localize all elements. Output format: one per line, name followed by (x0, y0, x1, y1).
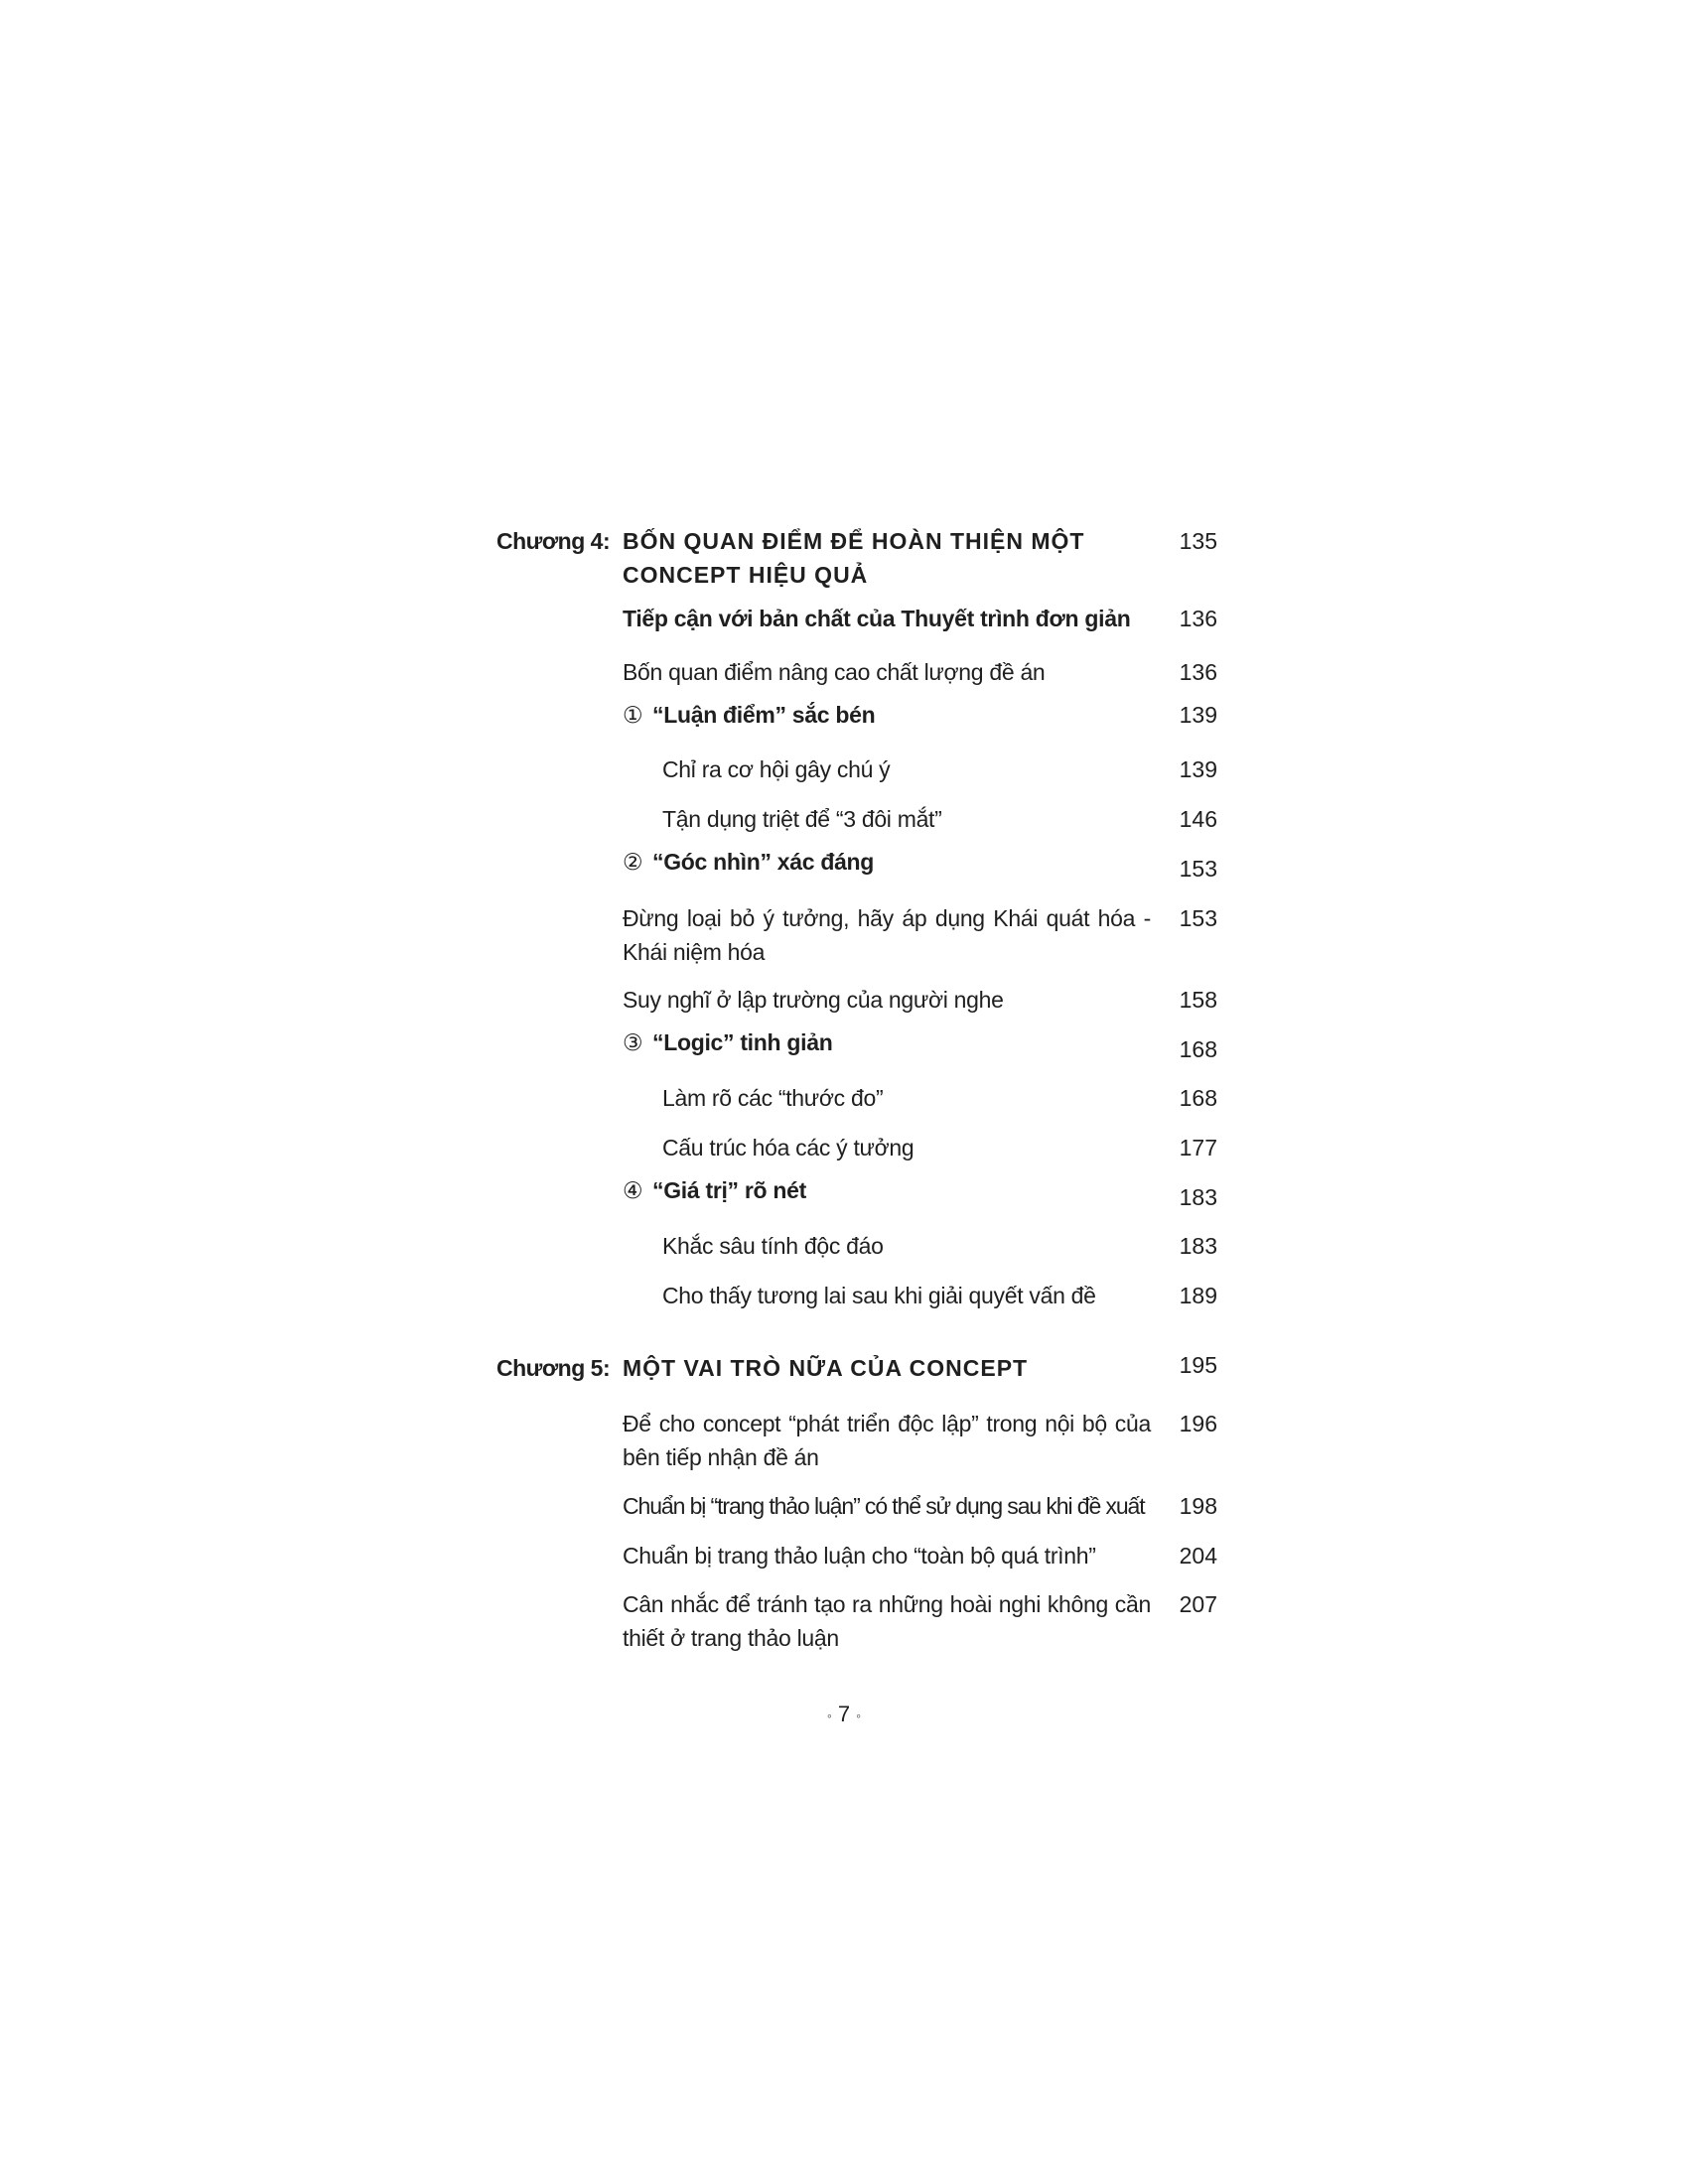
footer-ornament-right: ◦ (856, 1707, 862, 1724)
entry-text: Cân nhắc để tránh tạo ra những hoài nghi không cần thiết ở trang thảo luận (623, 1591, 1151, 1651)
entry-text: Cấu trúc hóa các ý tưởng (662, 1135, 914, 1160)
page-number: 158 (1179, 987, 1217, 1013)
section-entry (623, 1173, 1151, 1207)
page-number: 168 (1179, 1036, 1217, 1062)
entry-text: Cho thấy tương lai sau khi giải quyết vấn đề (662, 1283, 1096, 1308)
page-number: 146 (1179, 806, 1217, 832)
page-number: 196 (1179, 1411, 1217, 1436)
page-number: 189 (1179, 1283, 1217, 1308)
page-number: 198 (1179, 1493, 1217, 1519)
page-number: 153 (1179, 905, 1217, 931)
section-entry (623, 1025, 1151, 1059)
page-number: 195 (1179, 1352, 1217, 1378)
chapter-label: Chương 5: (496, 1355, 611, 1381)
page-number: 204 (1179, 1543, 1217, 1569)
entry-text: Bốn quan điểm nâng cao chất lượng đề án (623, 659, 1046, 685)
page-number: 139 (1179, 702, 1217, 728)
entry-text: Đừng loại bỏ ý tưởng, hãy áp dụng Khái quát hóa - Khái niệm hóa (623, 905, 1151, 965)
chapter-label: Chương 4: (496, 528, 611, 554)
chapter-title: BỐN QUAN ĐIỂM ĐỂ HOÀN THIỆN MỘT CONCEPT HIỆU QUẢ (623, 528, 1085, 588)
page-number: 136 (1179, 659, 1217, 685)
page-number: 207 (1179, 1591, 1217, 1617)
entry-text: Chuẩn bị trang thảo luận cho “toàn bộ quá trình” (623, 1543, 1096, 1569)
page-number: 168 (1179, 1085, 1217, 1111)
entry-text: Chỉ ra cơ hội gây chú ý (662, 756, 891, 782)
page-number: 153 (1179, 856, 1217, 882)
page-number: 136 (1179, 606, 1217, 631)
page-number: 183 (1179, 1184, 1217, 1210)
circled-number-marker: ② (623, 849, 643, 875)
page-number: 177 (1179, 1135, 1217, 1160)
entry-text: Khắc sâu tính độc đáo (662, 1233, 884, 1259)
section-entry (623, 845, 1151, 879)
circled-number-marker: ① (623, 702, 643, 728)
page-footer (0, 1700, 1688, 1730)
chapter-title: MỘT VAI TRÒ NỮA CỦA CONCEPT (623, 1355, 1029, 1381)
circled-number-marker: ④ (623, 1177, 643, 1203)
entry-text: “Logic” tinh giản (652, 1029, 833, 1055)
footer-ornament-left: ◦ (826, 1707, 832, 1724)
footer-page-number: 7 (837, 1702, 851, 1726)
page-number: 135 (1179, 528, 1217, 554)
circled-number-marker: ③ (623, 1029, 643, 1055)
entry-text: Tận dụng triệt để “3 đôi mắt” (662, 806, 942, 832)
entry-text: Suy nghĩ ở lập trường của người nghe (623, 987, 1004, 1013)
page-number: 139 (1179, 756, 1217, 782)
entry-text: “Luận điểm” sắc bén (652, 702, 876, 728)
page-number: 183 (1179, 1233, 1217, 1259)
section-entry (623, 698, 1151, 732)
entry-text: “Góc nhìn” xác đáng (652, 849, 875, 875)
entry-text: Làm rõ các “thước đo” (662, 1085, 884, 1111)
entry-text: Chuẩn bị “trang thảo luận” có thể sử dụng sau khi đề xuất (623, 1493, 1145, 1519)
entry-text: Để cho concept “phát triển độc lập” trong nội bộ của bên tiếp nhận đề án (623, 1411, 1151, 1470)
entry-text: Tiếp cận với bản chất của Thuyết trình đơn giản (623, 606, 1131, 631)
entry-text: “Giá trị” rõ nét (652, 1177, 806, 1203)
